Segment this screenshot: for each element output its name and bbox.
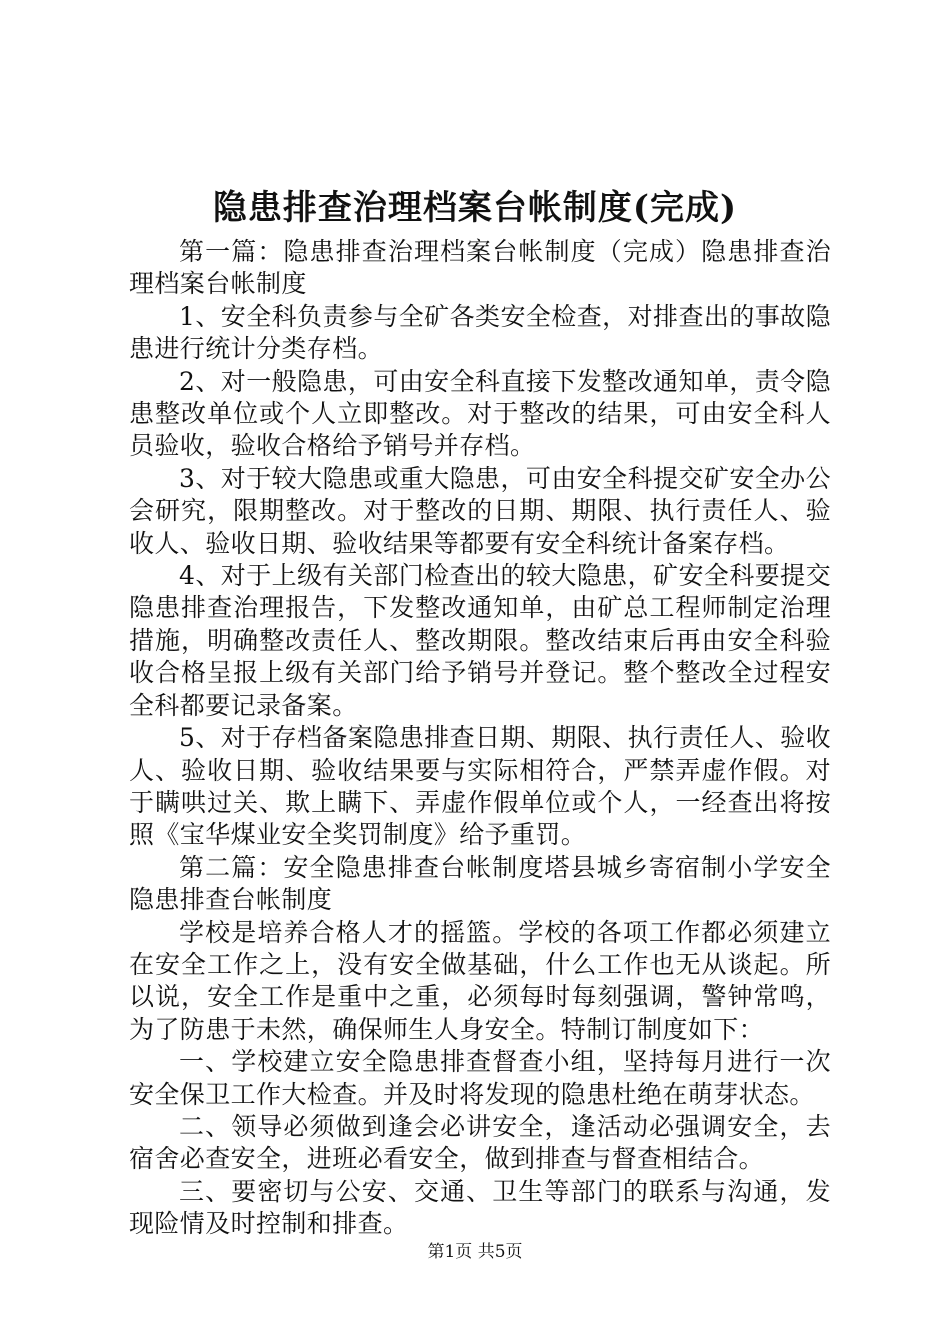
document-body [129, 236, 831, 1241]
paragraph: 第一篇：隐患排查治理档案台帐制度（完成）隐患排查治理档案台帐制度 [129, 237, 831, 299]
paragraph: 5、对于存档备案隐患排查日期、期限、执行责任人、验收人、验收日期、验收结果要与实际相符合，严禁弄虚作假。对于瞒哄过关、欺上瞒下、弄虚作假单位或个人，一经查出将按照《宝华煤业安全奖罚制度》给予重罚。 [129, 723, 831, 850]
page-number-footer: 第1页 共5页 [427, 1242, 523, 1262]
paragraph: 第二篇：安全隐患排查台帐制度塔县城乡寄宿制小学安全隐患排查台帐制度 [129, 852, 831, 915]
paragraph: 一、学校建立安全隐患排查督查小组，坚持每月进行一次安全保卫工作大检查。并及时将发现的隐患杜绝在萌芽状态。 [129, 1047, 831, 1109]
paragraph: 二、领导必须做到逢会必讲安全，逢活动必强调安全，去宿舍必查安全，进班必看安全，做到排查与督查相结合。 [129, 1111, 831, 1174]
paragraph: 三、要密切与公安、交通、卫生等部门的联系与沟通，发现险情及时控制和排查。 [129, 1176, 831, 1239]
paragraph: 1、安全科负责参与全矿各类安全检查，对排查出的事故隐患进行统计分类存档。 [129, 301, 831, 364]
document-title: 隐患排查治理档案台帐制度(完成) [212, 188, 738, 228]
paragraph: 2、对一般隐患，可由安全科直接下发整改通知单，责令隐患整改单位或个人立即整改。对于整改的结果，可由安全科人员验收，验收合格给予销号并存档。 [129, 366, 831, 461]
paragraph: 学校是培养合格人才的摇篮。学校的各项工作都必须建立在安全工作之上，没有安全做基础，什么工作也无从谈起。所以说，安全工作是重中之重，必须每时每刻强调，警钟常鸣，为了防患于未然，确保师生人身安全。特制订制度如下： [129, 917, 831, 1044]
paragraph: 3、对于较大隐患或重大隐患，可由安全科提交矿安全办公会研究，限期整改。对于整改的日期、期限、执行责任人、验收人、验收日期、验收结果等都要有安全科统计备案存档。 [129, 463, 831, 558]
paragraph: 4、对于上级有关部门检查出的较大隐患，矿安全科要提交隐患排查治理报告，下发整改通知单，由矿总工程师制定治理措施，明确整改责任人、整改期限。整改结束后再由安全科验收合格呈报上级有关部门给予销号并登记。整个整改全过程安全科都要记录备案。 [129, 561, 831, 720]
